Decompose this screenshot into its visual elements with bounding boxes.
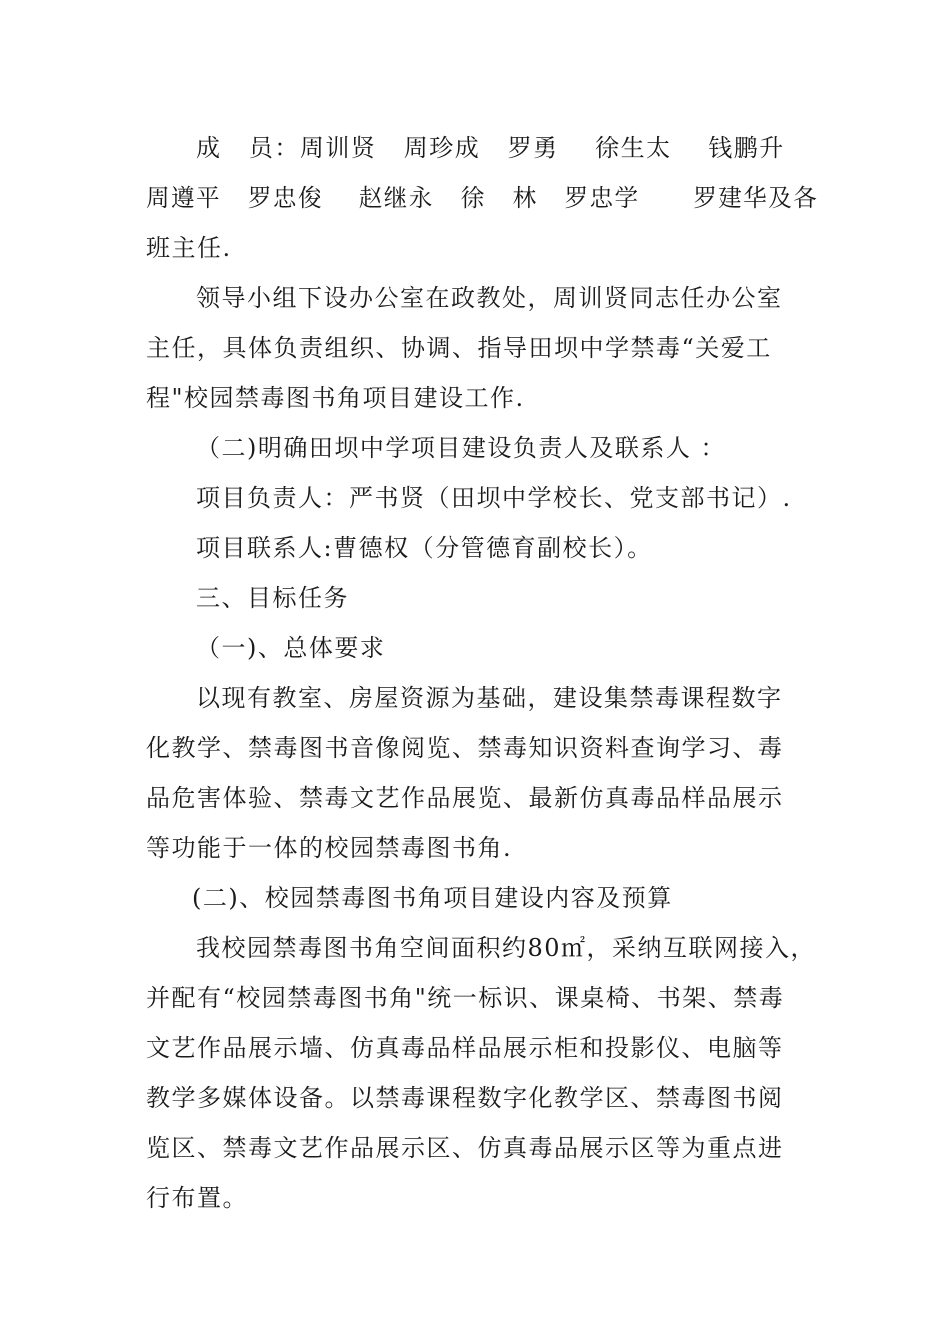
text-line: 领导小组下设办公室在政教处，周训贤同志任办公室 bbox=[196, 284, 783, 312]
section-heading: 三、目标任务 bbox=[196, 584, 349, 612]
text-line: 品危害体验、禁毒文艺作品展览、最新仿真毒品样品展示 bbox=[146, 784, 784, 812]
text-line: 文艺作品展示墙、仿真毒品样品展示柜和投影仪、电脑等 bbox=[146, 1034, 784, 1062]
text-line: 周遵平 罗忠俊 赵继永 徐 林 罗忠学 罗建华及各 bbox=[146, 184, 819, 212]
text-line: 以现有教室、房屋资源为基础，建设集禁毒课程数字 bbox=[196, 684, 783, 712]
text-line: 成 员：周训贤 周珍成 罗勇 徐生太 钱鹏升 bbox=[196, 134, 785, 162]
text-line: 程"校园禁毒图书角项目建设工作. bbox=[146, 384, 525, 412]
text-line: 教学多媒体设备。以禁毒课程数字化教学区、禁毒图书阅 bbox=[146, 1084, 784, 1112]
text-line: 项目负责人：严书贤（田坝中学校长、党支部书记）. bbox=[196, 484, 792, 512]
subsection-heading: （一)、总体要求 bbox=[196, 634, 386, 662]
text-line: 行布置。 bbox=[146, 1184, 248, 1212]
text-line: （二)明确田坝中学项目建设负责人及联系人 ： bbox=[196, 434, 726, 462]
text-line: 览区、禁毒文艺作品展示区、仿真毒品展示区等为重点进 bbox=[146, 1134, 784, 1162]
text-line: 主任，具体负责组织、协调、指导田坝中学禁毒“关爱工 bbox=[146, 334, 772, 362]
text-line: 班主任. bbox=[146, 234, 232, 262]
text-line: 项目联系人:曹德权（分管德育副校长）。 bbox=[196, 534, 653, 562]
subsection-heading: (二)、校园禁毒图书角项目建设内容及预算 bbox=[192, 884, 673, 912]
text-line: 化教学、禁毒图书音像阅览、禁毒知识资料查询学习、毒 bbox=[146, 734, 784, 762]
text-line: 我校园禁毒图书角空间面积约80㎡，采纳互联网接入， bbox=[196, 934, 817, 962]
text-line: 并配有“校园禁毒图书角"统一标识、课桌椅、书架、禁毒 bbox=[146, 984, 785, 1012]
text-line: 等功能于一体的校园禁毒图书角. bbox=[146, 834, 513, 862]
